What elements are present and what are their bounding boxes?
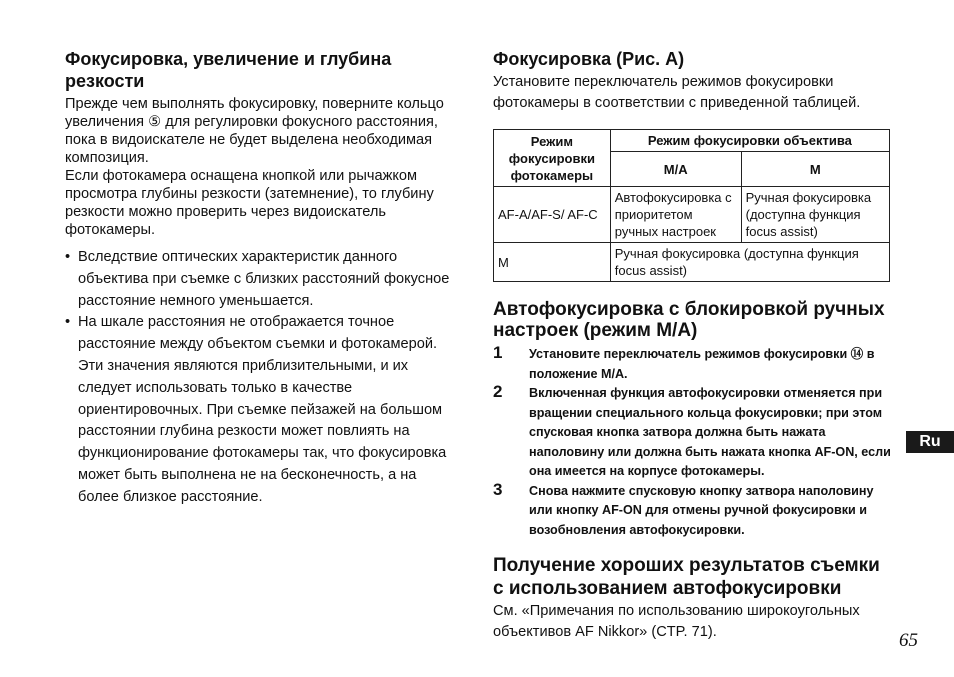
section-heading-focus-zoom: Фокусировка, увеличение и глубина резкости xyxy=(65,49,392,91)
bullet-icon: • xyxy=(65,314,71,331)
section-heading-af-manual-priority: Автофокусировка с блокировкой ручных настроек (режим M/A) xyxy=(493,299,885,341)
table-subheader-ma: M/A xyxy=(610,152,741,187)
bullet-icon: • xyxy=(65,249,71,265)
left-column xyxy=(65,48,460,509)
focus-mode-table xyxy=(493,129,890,282)
fig-intro-text: Установите переключатель режимов фокусировки фотокамеры в соответствии с приведенной таблицей. xyxy=(493,74,861,111)
table-cell-merged: Ручная фокусировка (доступна функция focus assist) xyxy=(610,243,889,282)
language-tab: Ru xyxy=(906,431,954,453)
table-row xyxy=(494,243,890,282)
steps-list xyxy=(493,345,893,540)
section-heading-focus-fig-a: Фокусировка (Рис. A) xyxy=(493,49,685,69)
table-subheader-m: M xyxy=(741,152,889,187)
step-item xyxy=(493,345,893,384)
step-text: Установите переключатель режимов фокусировки ⑭ в положение M/A. xyxy=(529,347,875,381)
notes-list xyxy=(65,247,460,509)
table-row xyxy=(494,187,890,243)
table-header-camera-mode: Режим фокусировки фотокамеры xyxy=(494,130,611,187)
table-cell-m: Ручная фокусировка (доступна функция focus assist) xyxy=(741,187,889,243)
step-number: 3 xyxy=(493,479,503,499)
table-header-lens-mode: Режим фокусировки объектива xyxy=(610,130,889,152)
page-number: 65 xyxy=(899,630,918,651)
step-item xyxy=(493,479,893,541)
table-cell-ma: Автофокусировка с приоритетом ручных настроек xyxy=(610,187,741,243)
see-reference-text: См. «Примечания по использованию широкоугольных объективов AF Nikkor» (CTP. 71). xyxy=(493,603,860,640)
step-item xyxy=(493,384,893,482)
section-heading-good-results: Получение хороших результатов съемки с использованием автофокусировки xyxy=(493,555,880,599)
step-number: 1 xyxy=(493,343,503,362)
step-text: Снова нажмите спусковую кнопку затвора наполовину или кнопку AF-ON для отмены ручной фокусировки и возобновления автофокусировки. xyxy=(529,483,874,537)
table-cell-camera-mode: M xyxy=(494,243,611,282)
note-item: • Вследствие оптических характеристик данного объектива при съемке с близких расстояний фокусное расстояние немного уменьшается. xyxy=(65,249,450,309)
paragraph-depth-preview: Если фотокамера оснащена кнопкой или рычажком просмотра глубины резкости (затемнение), то глубину резкости можно проверить через видоискатель фотокамеры. xyxy=(65,168,434,238)
note-item: • На шкале расстояния не отображается точное расстояние между объектом съемки и фотокамерой. Эти значения являются приблизительными, и их следует использовать только в качестве ориентировочных. При съемке пейзажей на большом расстоянии глубина резкости может повлиять на функционирование фотокамеры так, что фокусировка может быть выполнена не на бесконечность, а на более близкое расстояние. xyxy=(65,314,447,505)
paragraph-zoom-ring: Прежде чем выполнять фокусировку, поверните кольцо увеличения ⑤ для регулировки фокусного расстояния, пока в видоискателе не будет выделена необходимая композиция. xyxy=(65,96,444,166)
right-column xyxy=(493,48,893,643)
table-cell-camera-mode: AF-A/AF-S/ AF-C xyxy=(494,187,611,243)
step-text: Включенная функция автофокусировки отменяется при вращении специального кольца фокусировки; при этом спусковая кнопка затвора должна быть нажата наполовину или должна быть нажата кнопка AF-ON, если она имеется на корпусе фотокамеры. xyxy=(529,386,891,478)
step-number: 2 xyxy=(493,382,503,401)
